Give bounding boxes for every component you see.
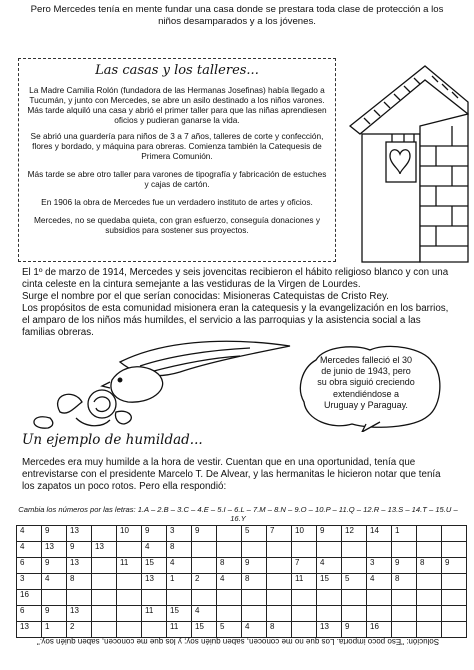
grid-cell[interactable] [167,590,192,606]
grid-cell[interactable]: 8 [392,574,417,590]
grid-cell[interactable] [192,558,217,574]
grid-cell[interactable]: 9 [342,622,367,638]
main-paragraph: Los propósitos de esta comunidad misionera eran la catequesis y la evangelización en los barrios, el amparo de los niños más humildes, el servicio a las parroquias y la asistencia social a las familias obreras. [22,303,449,338]
grid-cell[interactable]: 2 [67,622,92,638]
grid-cell[interactable] [442,542,467,558]
grid-cell[interactable] [417,526,442,542]
grid-cell[interactable]: 3 [367,558,392,574]
grid-cell[interactable]: 10 [117,526,142,542]
grid-cell[interactable]: 4 [367,574,392,590]
grid-row [17,526,467,542]
grid-cell[interactable] [242,590,267,606]
grid-cell[interactable]: 4 [167,558,192,574]
grid-cell[interactable] [442,606,467,622]
solution-text: Solución: "Eso poco importa. Los que no me conocen, saben quién soy; y los que me conocen, saben quién soy." [36,637,440,646]
grid-cell[interactable]: 4 [217,574,242,590]
grid-cell[interactable]: 5 [217,622,242,638]
grid-cell[interactable]: 16 [367,622,392,638]
dove-illustration [20,332,300,432]
grid-cell[interactable]: 9 [317,526,342,542]
grid-cell[interactable]: 9 [392,558,417,574]
grid-cell[interactable]: 8 [417,558,442,574]
grid-row [17,574,467,590]
grid-cell[interactable] [117,542,142,558]
grid-cell[interactable]: 3 [167,526,192,542]
grid-cell[interactable]: 4 [317,558,342,574]
grid-cell[interactable]: 13 [17,622,42,638]
grid-cell[interactable] [217,606,242,622]
grid-row [17,558,467,574]
grid-cell[interactable]: 7 [292,558,317,574]
cipher-instructions: Cambia los números por las letras: 1.A – 2.B – 3.C – 4.E – 5.I – 6.L – 7.M – 8.N – 9.O – 10.P – 11.Q – 12.R – 13.S – 14.T – 15.U – 16.Y [18,505,458,523]
grid-cell[interactable]: 8 [67,574,92,590]
cipher-grid [16,525,467,638]
grid-cell[interactable] [392,542,417,558]
grid-cell[interactable] [417,574,442,590]
grid-cell[interactable] [442,526,467,542]
grid-cell[interactable] [217,590,242,606]
grid-cell[interactable] [92,526,117,542]
grid-cell[interactable] [317,606,342,622]
grid-cell[interactable] [317,590,342,606]
grid-cell[interactable]: 11 [117,558,142,574]
grid-cell[interactable]: 5 [342,574,367,590]
humility-paragraph: Mercedes era muy humilde a la hora de vestir. Cuentan que en una oportunidad, tenía que entrevistarse con el presidente Marcelo T. De Alvear, y las hermanitas le hicieron notar que tenía los zapatos un poco rotos. Pero ella respondió: [22,457,441,492]
grid-cell[interactable]: 16 [17,590,42,606]
grid-cell[interactable] [92,606,117,622]
grid-cell[interactable] [417,606,442,622]
grid-cell[interactable] [217,526,242,542]
grid-cell[interactable]: 11 [292,574,317,590]
grid-cell[interactable]: 13 [142,574,167,590]
main-paragraph: Surge el nombre por el que serían conocidas: Misioneras Catequistas de Cristo Rey. [22,291,389,302]
grid-cell[interactable]: 9 [42,558,67,574]
grid-cell[interactable] [217,542,242,558]
grid-cell[interactable] [392,606,417,622]
grid-cell[interactable]: 4 [242,622,267,638]
grid-cell[interactable]: 15 [317,574,342,590]
grid-cell[interactable]: 4 [17,542,42,558]
grid-cell[interactable]: 8 [267,622,292,638]
grid-cell[interactable]: 11 [167,622,192,638]
grid-cell[interactable] [267,574,292,590]
grid-cell[interactable] [417,590,442,606]
grid-cell[interactable] [117,574,142,590]
grid-cell[interactable] [242,542,267,558]
box-paragraph: Mercedes, no se quedaba quieta, con gran esfuerzo, conseguía donaciones y subsidios para sostener sus proyectos. [34,215,320,235]
grid-cell[interactable] [417,542,442,558]
grid-cell[interactable]: 4 [192,606,217,622]
grid-cell[interactable]: 6 [17,558,42,574]
grid-cell[interactable] [292,542,317,558]
grid-cell[interactable] [342,606,367,622]
grid-cell[interactable]: 7 [267,526,292,542]
grid-cell[interactable]: 13 [67,558,92,574]
grid-cell[interactable]: 6 [17,606,42,622]
grid-row [17,606,467,622]
grid-cell[interactable]: 15 [142,558,167,574]
grid-cell[interactable] [242,606,267,622]
grid-cell[interactable] [367,590,392,606]
grid-row [17,590,467,606]
grid-cell[interactable] [92,558,117,574]
house-illustration [340,56,472,266]
grid-cell[interactable]: 1 [167,574,192,590]
box-paragraph: La Madre Camilia Rolón (fundadora de las Hermanas Josefinas) había llegado a Tucumán, y junto con Mercedes, se abre un asilo destinado a los niños varones. Más tarde alquiló una casa y abrió el primer taller para que las niñas aprendiesen oficios y pudieran ganarse la vida. [27,85,327,125]
grid-cell[interactable]: 13 [67,526,92,542]
grid-cell[interactable] [117,590,142,606]
grid-cell[interactable] [392,590,417,606]
box-title: Las casas y los talleres... [95,63,259,78]
grid-cell[interactable]: 8 [242,574,267,590]
grid-cell[interactable]: 13 [67,606,92,622]
box-paragraph: En 1906 la obra de Mercedes fue un verdadero instituto de artes y oficios. [41,197,313,207]
grid-cell[interactable] [267,558,292,574]
grid-cell[interactable] [142,590,167,606]
grid-cell[interactable] [292,606,317,622]
grid-cell[interactable] [42,590,67,606]
grid-cell[interactable] [192,542,217,558]
grid-cell[interactable] [342,558,367,574]
grid-cell[interactable]: 4 [42,574,67,590]
grid-cell[interactable]: 3 [17,574,42,590]
grid-cell[interactable]: 13 [317,622,342,638]
grid-cell[interactable] [192,590,217,606]
callout-text: Mercedes falleció el 30 de junio de 1943, pero su obra siguió creciendo extendiéndose a Uruguay y Paraguay. [317,355,415,410]
grid-cell[interactable]: 9 [42,606,67,622]
grid-cell[interactable]: 13 [92,542,117,558]
grid-cell[interactable] [442,574,467,590]
grid-cell[interactable]: 4 [17,526,42,542]
grid-cell[interactable] [367,542,392,558]
grid-cell[interactable] [92,574,117,590]
grid-cell[interactable] [292,590,317,606]
grid-cell[interactable]: 9 [442,558,467,574]
grid-cell[interactable]: 9 [142,526,167,542]
grid-cell[interactable]: 9 [67,542,92,558]
grid-cell[interactable]: 4 [142,542,167,558]
grid-cell[interactable]: 5 [242,526,267,542]
grid-row [17,542,467,558]
grid-cell[interactable] [367,606,392,622]
grid-cell[interactable]: 14 [367,526,392,542]
grid-cell[interactable]: 11 [142,606,167,622]
grid-cell[interactable] [67,590,92,606]
grid-cell[interactable]: 2 [192,574,217,590]
grid-cell[interactable] [317,542,342,558]
grid-cell[interactable] [342,590,367,606]
grid-cell[interactable] [267,606,292,622]
intro-paragraph: Pero Mercedes tenía en mente fundar una casa donde se prestara toda clase de protección a los niños desamparados y a los jóvenes. [30,4,444,27]
main-paragraph: El 1º de marzo de 1914, Mercedes y seis jovencitas recibieron el hábito religioso blanco y con una cinta celeste en la cintura semejante a las vestiduras de la Virgen de Lourdes. [22,267,449,290]
grid-cell[interactable]: 9 [192,526,217,542]
grid-cell[interactable]: 15 [192,622,217,638]
grid-cell[interactable] [117,606,142,622]
grid-cell[interactable] [267,590,292,606]
grid-cell[interactable]: 10 [292,526,317,542]
grid-cell[interactable]: 8 [217,558,242,574]
grid-cell[interactable] [442,590,467,606]
grid-cell[interactable] [92,590,117,606]
grid-cell[interactable]: 9 [242,558,267,574]
grid-cell[interactable] [267,542,292,558]
box-paragraph: Se abrió una guardería para niños de 3 a 7 años, talleres de corte y confección, flores y bordado, y máquina para obreras. Comienza también la Catequesis de Primera Comunión. [30,131,324,161]
info-box [18,58,336,262]
grid-cell[interactable]: 9 [42,526,67,542]
grid-cell[interactable]: 15 [167,606,192,622]
grid-cell[interactable] [342,542,367,558]
grid-cell[interactable]: 8 [167,542,192,558]
box-paragraph: Más tarde se abre otro taller para varones de tipografía y fabricación de estuches y cajas de cartón. [27,169,327,189]
grid-cell[interactable]: 1 [392,526,417,542]
grid-cell[interactable]: 1 [42,622,67,638]
grid-cell[interactable]: 12 [342,526,367,542]
section-title: Un ejemplo de humildad... [22,432,203,448]
grid-cell[interactable]: 13 [42,542,67,558]
